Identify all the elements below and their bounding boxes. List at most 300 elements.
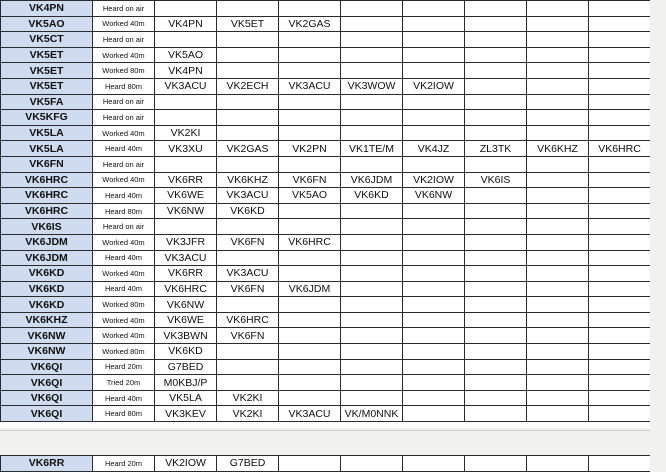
- contact-cell[interactable]: [527, 456, 589, 472]
- contact-cell[interactable]: M0KBJ/P: [155, 375, 217, 391]
- contact-cell[interactable]: [527, 47, 589, 63]
- contact-cell[interactable]: [403, 250, 465, 266]
- contact-cell[interactable]: [155, 110, 217, 126]
- contact-cell[interactable]: [527, 78, 589, 94]
- table-row: [1, 156, 651, 172]
- contact-cell[interactable]: VK6HRC: [217, 312, 279, 328]
- contact-cell[interactable]: [527, 16, 589, 32]
- contact-cell[interactable]: VK6KHZ: [527, 141, 589, 157]
- table-row: [1, 266, 651, 282]
- contact-cell[interactable]: [279, 125, 341, 141]
- contact-cell[interactable]: [341, 16, 403, 32]
- contact-cell[interactable]: [589, 203, 651, 219]
- contact-cell[interactable]: VK6JDM: [279, 281, 341, 297]
- contact-cell[interactable]: VK6HRC: [589, 141, 651, 157]
- contact-cell[interactable]: [217, 47, 279, 63]
- contact-cell[interactable]: [403, 390, 465, 406]
- contact-cell[interactable]: [217, 250, 279, 266]
- contact-cell[interactable]: [589, 281, 651, 297]
- contact-cell[interactable]: [589, 234, 651, 250]
- status-cell[interactable]: Heard 20m: [93, 456, 155, 472]
- contact-cell[interactable]: VK2ECH: [217, 78, 279, 94]
- status-cell[interactable]: Heard 40m: [93, 188, 155, 204]
- status-cell[interactable]: Heard on air: [93, 32, 155, 48]
- contact-cell[interactable]: [403, 344, 465, 360]
- contact-cell[interactable]: VK2KI: [217, 406, 279, 422]
- table-row: [1, 16, 651, 32]
- contact-cell[interactable]: [589, 156, 651, 172]
- callsign-cell[interactable]: VK6HRC: [1, 172, 93, 188]
- contact-cell[interactable]: VK3ACU: [217, 188, 279, 204]
- table-row: [1, 47, 651, 63]
- contact-cell[interactable]: [217, 94, 279, 110]
- contact-cell[interactable]: [589, 456, 651, 472]
- contact-cell[interactable]: VK/M0NNK: [341, 406, 403, 422]
- contact-cell[interactable]: [403, 63, 465, 79]
- callsign-cell[interactable]: VK6HRC: [1, 203, 93, 219]
- callsign-cell[interactable]: VK5AO: [1, 16, 93, 32]
- contact-cell[interactable]: [465, 63, 527, 79]
- contact-cell[interactable]: [589, 390, 651, 406]
- contact-cell[interactable]: [465, 344, 527, 360]
- contact-cell[interactable]: VK6FN: [217, 234, 279, 250]
- callsign-cell[interactable]: VK6KD: [1, 297, 93, 313]
- faint-gridline: [0, 430, 650, 431]
- contact-cell[interactable]: [589, 78, 651, 94]
- contact-cell[interactable]: [279, 375, 341, 391]
- contact-cell[interactable]: [403, 219, 465, 235]
- contact-cell[interactable]: [403, 328, 465, 344]
- contact-cell[interactable]: VK2KI: [217, 390, 279, 406]
- contact-cell[interactable]: VK6HRC: [155, 281, 217, 297]
- contact-cell[interactable]: [465, 110, 527, 126]
- status-cell[interactable]: Worked 40m: [93, 172, 155, 188]
- contact-cell[interactable]: VK3BWN: [155, 328, 217, 344]
- contact-cell[interactable]: VK5LA: [155, 390, 217, 406]
- table-row: [1, 94, 651, 110]
- contact-cell[interactable]: [279, 47, 341, 63]
- contact-cell[interactable]: [217, 297, 279, 313]
- contact-cell[interactable]: [589, 1, 651, 17]
- status-cell[interactable]: Heard 40m: [93, 390, 155, 406]
- contact-cell[interactable]: [279, 32, 341, 48]
- table-row: [1, 297, 651, 313]
- contact-cell[interactable]: VK6KHZ: [217, 172, 279, 188]
- callsign-cell[interactable]: VK6JDM: [1, 250, 93, 266]
- callsign-cell[interactable]: VK6NW: [1, 344, 93, 360]
- contact-cell[interactable]: VK6KD: [341, 188, 403, 204]
- callsign-cell[interactable]: VK6QI: [1, 359, 93, 375]
- contact-cell[interactable]: ZL3TK: [465, 141, 527, 157]
- contact-cell[interactable]: VK4PN: [155, 63, 217, 79]
- status-cell[interactable]: Heard 40m: [93, 281, 155, 297]
- contact-cell[interactable]: [465, 219, 527, 235]
- contact-cell[interactable]: [589, 172, 651, 188]
- contact-cell[interactable]: [155, 32, 217, 48]
- contact-cell[interactable]: [279, 110, 341, 126]
- callsign-cell[interactable]: VK5FA: [1, 94, 93, 110]
- contact-cell[interactable]: [527, 125, 589, 141]
- status-cell[interactable]: Worked 40m: [93, 266, 155, 282]
- contact-cell[interactable]: [341, 250, 403, 266]
- status-cell[interactable]: Heard 20m: [93, 359, 155, 375]
- contact-cell[interactable]: VK2GAS: [217, 141, 279, 157]
- contact-cell[interactable]: VK6JDM: [341, 172, 403, 188]
- contact-cell[interactable]: VK6FN: [217, 328, 279, 344]
- contact-cell[interactable]: [341, 375, 403, 391]
- contact-cell[interactable]: [589, 125, 651, 141]
- callsign-cell[interactable]: VK5LA: [1, 125, 93, 141]
- contact-cell[interactable]: [527, 203, 589, 219]
- callsign-cell[interactable]: VK6IS: [1, 219, 93, 235]
- contact-cell[interactable]: VK6FN: [217, 281, 279, 297]
- contact-cell[interactable]: [589, 47, 651, 63]
- contact-cell[interactable]: VK3ACU: [155, 250, 217, 266]
- contact-cell[interactable]: [589, 312, 651, 328]
- contact-cell[interactable]: [403, 359, 465, 375]
- contact-cell[interactable]: VK2KI: [155, 125, 217, 141]
- contact-cell[interactable]: [403, 16, 465, 32]
- contact-cell[interactable]: [279, 344, 341, 360]
- contact-cell[interactable]: [527, 1, 589, 17]
- callsign-cell[interactable]: VK6KD: [1, 266, 93, 282]
- contact-cell[interactable]: [217, 156, 279, 172]
- contact-cell[interactable]: [403, 203, 465, 219]
- contact-cell[interactable]: VK6NW: [403, 188, 465, 204]
- callsign-cell[interactable]: VK6JDM: [1, 234, 93, 250]
- contact-cell[interactable]: [341, 203, 403, 219]
- contact-cell[interactable]: [217, 125, 279, 141]
- callsign-cell[interactable]: VK5LA: [1, 141, 93, 157]
- contact-cell[interactable]: [527, 188, 589, 204]
- status-cell[interactable]: Worked 40m: [93, 47, 155, 63]
- callsign-cell[interactable]: VK6KD: [1, 281, 93, 297]
- contact-cell[interactable]: VK6IS: [465, 172, 527, 188]
- contact-cell[interactable]: [403, 266, 465, 282]
- contact-cell[interactable]: VK6FN: [279, 172, 341, 188]
- status-cell[interactable]: Worked 80m: [93, 344, 155, 360]
- contact-cell[interactable]: VK2IOW: [155, 456, 217, 472]
- contact-cell[interactable]: [279, 390, 341, 406]
- contact-cell[interactable]: [155, 156, 217, 172]
- contact-cell[interactable]: [279, 266, 341, 282]
- contact-cell[interactable]: G7BED: [155, 359, 217, 375]
- contact-cell[interactable]: VK5AO: [155, 47, 217, 63]
- contact-cell[interactable]: VK3ACU: [279, 406, 341, 422]
- contact-cell[interactable]: [527, 328, 589, 344]
- contact-cell[interactable]: [217, 375, 279, 391]
- contact-cell[interactable]: [279, 219, 341, 235]
- contact-cell[interactable]: [465, 47, 527, 63]
- contact-cell[interactable]: VK6KD: [155, 344, 217, 360]
- callsign-cell[interactable]: VK6KHZ: [1, 312, 93, 328]
- contact-cell[interactable]: [527, 375, 589, 391]
- contact-cell[interactable]: [465, 16, 527, 32]
- status-cell[interactable]: Worked 40m: [93, 328, 155, 344]
- contact-cell[interactable]: [527, 63, 589, 79]
- contact-cell[interactable]: [465, 156, 527, 172]
- contact-cell[interactable]: [341, 312, 403, 328]
- status-cell[interactable]: Heard 80m: [93, 78, 155, 94]
- contact-cell[interactable]: [403, 110, 465, 126]
- contact-cell[interactable]: [465, 375, 527, 391]
- contact-cell[interactable]: [155, 1, 217, 17]
- contact-cell[interactable]: [279, 94, 341, 110]
- contact-cell[interactable]: [279, 1, 341, 17]
- contact-cell[interactable]: [465, 312, 527, 328]
- contact-cell[interactable]: [527, 110, 589, 126]
- status-cell[interactable]: Heard 40m: [93, 250, 155, 266]
- contact-cell[interactable]: [465, 406, 527, 422]
- status-cell[interactable]: Heard on air: [93, 110, 155, 126]
- contact-cell[interactable]: [465, 297, 527, 313]
- contact-cell[interactable]: [217, 1, 279, 17]
- contact-cell[interactable]: [403, 375, 465, 391]
- contact-cell[interactable]: [341, 344, 403, 360]
- callsign-cell[interactable]: VK5ET: [1, 78, 93, 94]
- table-row: [1, 375, 651, 391]
- contact-cell[interactable]: [279, 328, 341, 344]
- contact-cell[interactable]: [527, 266, 589, 282]
- contact-cell[interactable]: [403, 234, 465, 250]
- contact-cell[interactable]: [217, 110, 279, 126]
- callsign-cell[interactable]: VK6NW: [1, 328, 93, 344]
- contact-cell[interactable]: [527, 156, 589, 172]
- contact-cell[interactable]: [589, 266, 651, 282]
- contact-cell[interactable]: [341, 234, 403, 250]
- contact-cell[interactable]: VK2GAS: [279, 16, 341, 32]
- contact-cell[interactable]: [589, 250, 651, 266]
- contact-cell[interactable]: [589, 16, 651, 32]
- contact-cell[interactable]: [589, 328, 651, 344]
- contact-cell[interactable]: [465, 359, 527, 375]
- contact-cell[interactable]: [465, 32, 527, 48]
- contact-cell[interactable]: VK3ACU: [279, 78, 341, 94]
- status-cell[interactable]: Worked 40m: [93, 234, 155, 250]
- contact-cell[interactable]: [465, 250, 527, 266]
- contact-cell[interactable]: [341, 390, 403, 406]
- status-cell[interactable]: Heard on air: [93, 156, 155, 172]
- contact-cell[interactable]: [217, 359, 279, 375]
- status-cell[interactable]: Heard on air: [93, 219, 155, 235]
- contact-cell[interactable]: [465, 188, 527, 204]
- contact-cell[interactable]: [341, 219, 403, 235]
- contact-cell[interactable]: [341, 63, 403, 79]
- contact-cell[interactable]: [465, 456, 527, 472]
- contact-cell[interactable]: VK6RR: [155, 172, 217, 188]
- contact-cell[interactable]: [589, 219, 651, 235]
- contact-cell[interactable]: [403, 281, 465, 297]
- contact-cell[interactable]: [279, 456, 341, 472]
- contact-cell[interactable]: [589, 344, 651, 360]
- status-cell[interactable]: Heard 80m: [93, 406, 155, 422]
- contact-cell[interactable]: [217, 63, 279, 79]
- contact-cell[interactable]: [403, 456, 465, 472]
- contact-cell[interactable]: [589, 375, 651, 391]
- contact-cell[interactable]: [341, 32, 403, 48]
- contact-cell[interactable]: [403, 125, 465, 141]
- contact-cell[interactable]: [341, 47, 403, 63]
- contact-cell[interactable]: [589, 297, 651, 313]
- callsign-cell[interactable]: VK6HRC: [1, 188, 93, 204]
- contact-cell[interactable]: [341, 359, 403, 375]
- contact-cell[interactable]: [341, 94, 403, 110]
- contact-cell[interactable]: [279, 359, 341, 375]
- contact-cell[interactable]: [279, 312, 341, 328]
- contact-cell[interactable]: [589, 188, 651, 204]
- table-row: [1, 203, 651, 219]
- contact-cell[interactable]: [403, 47, 465, 63]
- contact-cell[interactable]: [217, 32, 279, 48]
- spreadsheet-page-2: [0, 455, 650, 472]
- contact-cell[interactable]: [527, 281, 589, 297]
- contact-cell[interactable]: VK5ET: [217, 16, 279, 32]
- contact-cell[interactable]: VK3ACU: [155, 78, 217, 94]
- status-cell[interactable]: Worked 40m: [93, 312, 155, 328]
- contact-cell[interactable]: VK2PN: [279, 141, 341, 157]
- contact-cell[interactable]: [589, 110, 651, 126]
- contact-cell[interactable]: [465, 281, 527, 297]
- callsign-cell[interactable]: VK5KFG: [1, 110, 93, 126]
- contact-cell[interactable]: [589, 406, 651, 422]
- contact-cell[interactable]: [217, 344, 279, 360]
- contact-cell[interactable]: [589, 63, 651, 79]
- contact-cell[interactable]: VK6HRC: [279, 234, 341, 250]
- contact-cell[interactable]: VK3KEV: [155, 406, 217, 422]
- contact-cell[interactable]: [465, 266, 527, 282]
- contact-cell[interactable]: [403, 156, 465, 172]
- contact-cell[interactable]: [217, 219, 279, 235]
- contact-cell[interactable]: VK6NW: [155, 203, 217, 219]
- contact-cell[interactable]: VK1TE/M: [341, 141, 403, 157]
- contact-cell[interactable]: [341, 156, 403, 172]
- contact-cell[interactable]: [465, 390, 527, 406]
- contact-cell[interactable]: [279, 63, 341, 79]
- contact-cell[interactable]: [527, 406, 589, 422]
- callsign-cell[interactable]: VK5ET: [1, 63, 93, 79]
- callsign-cell[interactable]: VK6RR: [1, 456, 93, 472]
- status-cell[interactable]: Heard 80m: [93, 203, 155, 219]
- contact-cell[interactable]: [527, 219, 589, 235]
- contact-cell[interactable]: VK6WE: [155, 188, 217, 204]
- contact-cell[interactable]: [465, 203, 527, 219]
- callsign-cell[interactable]: VK6QI: [1, 406, 93, 422]
- callsign-cell[interactable]: VK6QI: [1, 375, 93, 391]
- contact-cell[interactable]: [527, 94, 589, 110]
- table-row: [1, 234, 651, 250]
- contact-cell[interactable]: [527, 390, 589, 406]
- callsign-cell[interactable]: VK6QI: [1, 390, 93, 406]
- contact-cell[interactable]: [527, 297, 589, 313]
- contact-cell[interactable]: [527, 312, 589, 328]
- contact-cell[interactable]: [589, 94, 651, 110]
- contact-cell[interactable]: [527, 234, 589, 250]
- contact-cell[interactable]: VK2IOW: [403, 78, 465, 94]
- contact-cell[interactable]: [403, 32, 465, 48]
- contact-cell[interactable]: [279, 250, 341, 266]
- contact-cell[interactable]: VK3XU: [155, 141, 217, 157]
- table-row: [1, 172, 651, 188]
- table-row: [1, 390, 651, 406]
- contact-cell[interactable]: [403, 94, 465, 110]
- contact-cell[interactable]: [527, 172, 589, 188]
- contact-cell[interactable]: [155, 94, 217, 110]
- contact-cell[interactable]: [155, 219, 217, 235]
- contact-cell[interactable]: [403, 297, 465, 313]
- contact-cell[interactable]: [341, 328, 403, 344]
- contact-cell[interactable]: VK6KD: [217, 203, 279, 219]
- callsign-cell[interactable]: VK4PN: [1, 1, 93, 17]
- contact-cell[interactable]: [279, 156, 341, 172]
- contact-cell[interactable]: [465, 1, 527, 17]
- page-gap: [0, 428, 650, 455]
- contact-cell[interactable]: [341, 110, 403, 126]
- contact-cell[interactable]: [465, 94, 527, 110]
- contact-cell[interactable]: [341, 297, 403, 313]
- contact-cell[interactable]: [465, 125, 527, 141]
- contact-cell[interactable]: [527, 344, 589, 360]
- contact-cell[interactable]: [341, 125, 403, 141]
- contact-cell[interactable]: [341, 281, 403, 297]
- contact-cell[interactable]: VK3WOW: [341, 78, 403, 94]
- contact-cell[interactable]: VK5AO: [279, 188, 341, 204]
- contact-cell[interactable]: [279, 203, 341, 219]
- contact-cell[interactable]: [279, 297, 341, 313]
- contact-cell[interactable]: G7BED: [217, 456, 279, 472]
- callsign-cell[interactable]: VK5ET: [1, 47, 93, 63]
- contact-cell[interactable]: [527, 359, 589, 375]
- contact-cell[interactable]: [341, 1, 403, 17]
- contact-cell[interactable]: VK6NW: [155, 297, 217, 313]
- contact-cell[interactable]: [403, 406, 465, 422]
- table-row: [1, 456, 651, 472]
- table-row: [1, 344, 651, 360]
- status-cell[interactable]: Heard on air: [93, 94, 155, 110]
- contact-cell[interactable]: [589, 32, 651, 48]
- contact-cell[interactable]: [341, 456, 403, 472]
- status-cell[interactable]: Tried 20m: [93, 375, 155, 391]
- contact-cell[interactable]: VK2IOW: [403, 172, 465, 188]
- contact-cell[interactable]: VK4JZ: [403, 141, 465, 157]
- callsign-cell[interactable]: VK6FN: [1, 156, 93, 172]
- contact-cell[interactable]: [465, 78, 527, 94]
- table-row: [1, 78, 651, 94]
- table-row: [1, 125, 651, 141]
- callsign-cell[interactable]: VK5CT: [1, 32, 93, 48]
- contact-cell[interactable]: [465, 234, 527, 250]
- table-row: [1, 141, 651, 157]
- contact-cell[interactable]: VK6RR: [155, 266, 217, 282]
- status-cell[interactable]: Heard 40m: [93, 141, 155, 157]
- contact-cell[interactable]: [589, 359, 651, 375]
- status-cell[interactable]: Worked 40m: [93, 125, 155, 141]
- status-cell[interactable]: Worked 80m: [93, 297, 155, 313]
- contact-cell[interactable]: VK6WE: [155, 312, 217, 328]
- contact-cell[interactable]: [403, 1, 465, 17]
- status-cell[interactable]: Heard on air: [93, 1, 155, 17]
- contact-cell[interactable]: [403, 312, 465, 328]
- table-row: [1, 32, 651, 48]
- status-cell[interactable]: Worked 80m: [93, 63, 155, 79]
- contact-cell[interactable]: [527, 250, 589, 266]
- contact-cell[interactable]: [341, 266, 403, 282]
- contact-cell[interactable]: [465, 328, 527, 344]
- contact-cell[interactable]: VK3ACU: [217, 266, 279, 282]
- contact-cell[interactable]: VK4PN: [155, 16, 217, 32]
- status-cell[interactable]: Worked 40m: [93, 16, 155, 32]
- contact-cell[interactable]: VK3JFR: [155, 234, 217, 250]
- contact-cell[interactable]: [527, 32, 589, 48]
